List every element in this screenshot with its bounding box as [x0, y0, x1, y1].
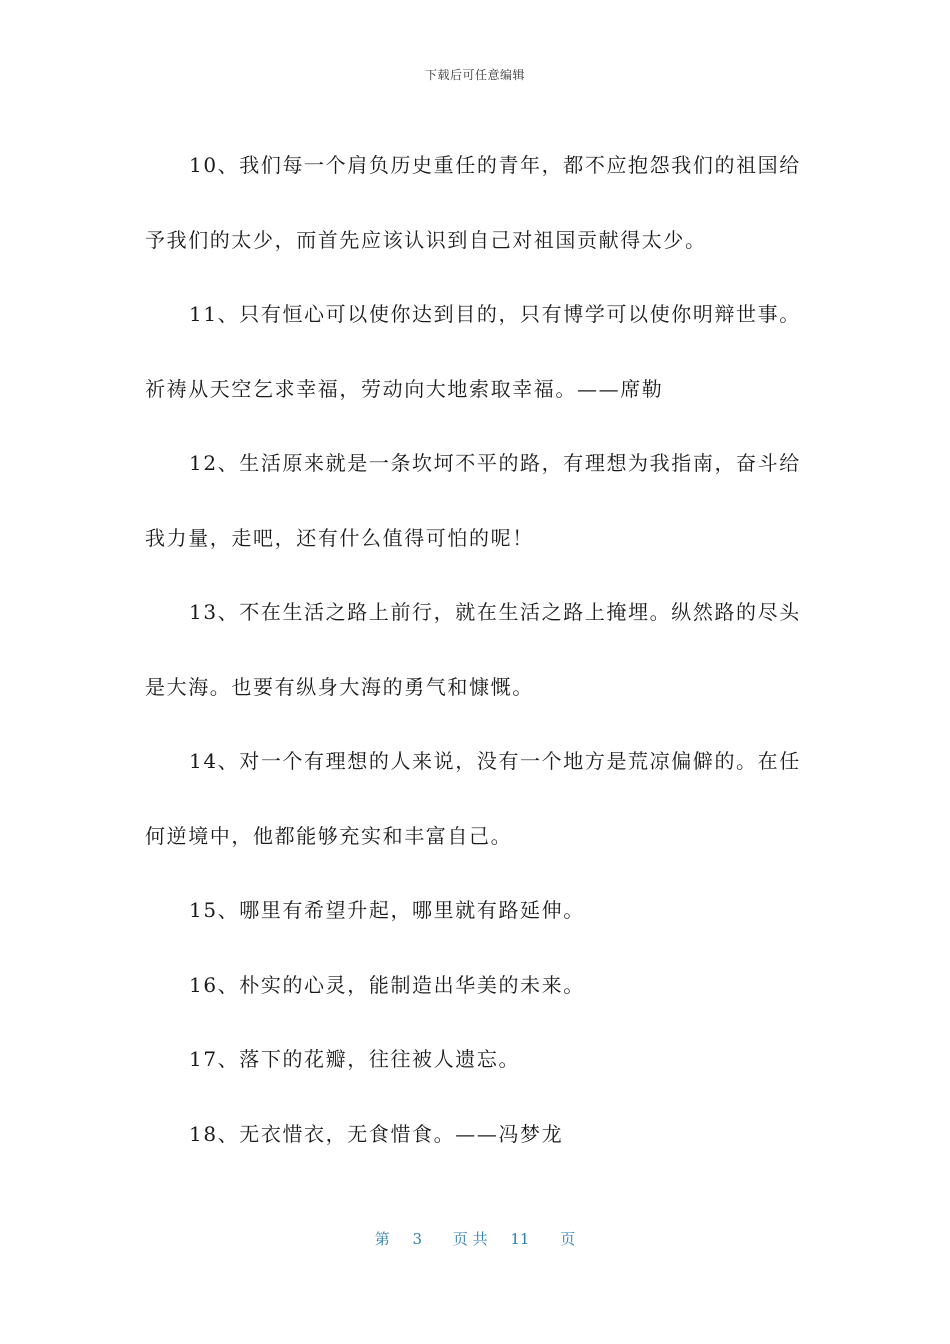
paragraph-18: 18、无衣惜衣，无食惜食。——冯梦龙 — [189, 1121, 564, 1146]
footer-total-pages: 11 — [510, 1230, 530, 1248]
paragraph-16: 16、朴实的心灵，能制造出华美的未来。 — [189, 972, 585, 997]
paragraph-10: 10、我们每一个肩负历史重任的青年，都不应抱怨我们的祖国给予我们的太少，而首先应该认识到自己对祖国贡献得太少。 — [145, 153, 801, 252]
paragraph-17: 17、落下的花瓣，往往被人遗忘。 — [189, 1047, 521, 1071]
footer-prefix: 第 — [374, 1230, 390, 1248]
paragraph-11: 11、只有恒心可以使你达到目的，只有博学可以使你明辩世事。祈祷从天空乞求幸福，劳动向大地索取幸福。——席勒 — [145, 302, 801, 401]
footer-middle: 页 共 — [452, 1230, 488, 1248]
page-header: 下载后可任意编辑 — [424, 68, 525, 82]
paragraph-14: 14、对一个有理想的人来说，没有一个地方是荒凉偏僻的。在任何逆境中，他都能够充实和丰富自己。 — [145, 749, 801, 848]
document-body — [145, 128, 810, 1171]
paragraph-15: 15、哪里有希望升起，哪里就有路延伸。 — [189, 898, 585, 922]
page-footer — [0, 1228, 950, 1249]
paragraph-12: 12、生活原来就是一条坎坷不平的路，有理想为我指南，奋斗给我力量，走吧，还有什么值得可怕的呢！ — [145, 451, 801, 550]
footer-current-page: 3 — [412, 1230, 423, 1248]
footer-suffix: 页 — [560, 1230, 576, 1248]
paragraph-13: 13、不在生活之路上前行，就在生活之路上掩埋。纵然路的尽头是大海。也要有纵身大海的勇气和慷慨。 — [145, 600, 801, 699]
